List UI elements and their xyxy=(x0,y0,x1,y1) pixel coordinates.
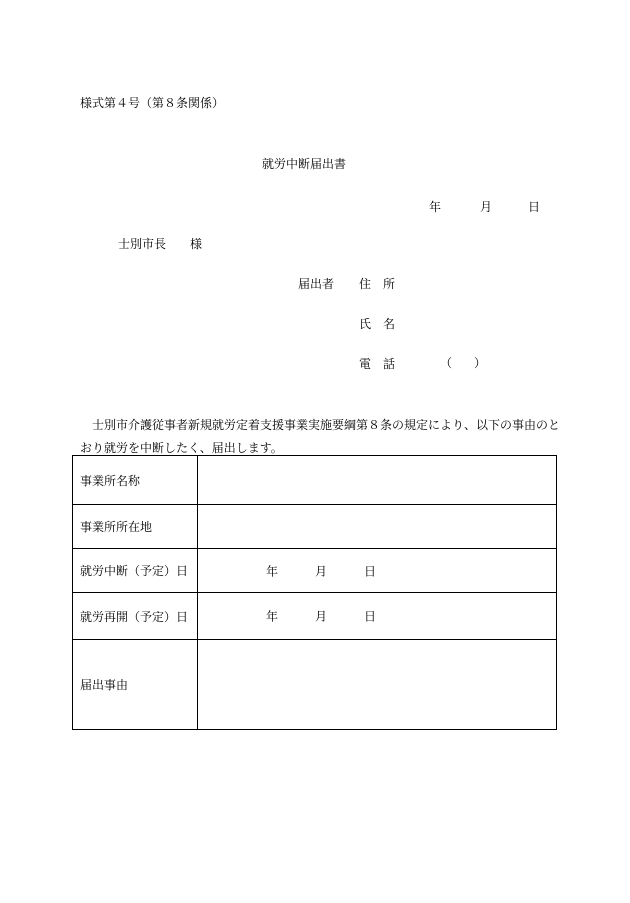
date-year-label: 年 xyxy=(429,200,442,214)
office-address-label: 事業所所在地 xyxy=(73,505,198,549)
phone-label: 電話 xyxy=(359,357,408,371)
addressee-honorific: 様 xyxy=(190,237,203,251)
name-label: 氏名 xyxy=(359,317,408,331)
document-title: 就労中断届出書 xyxy=(262,157,347,171)
resumption-year-label: 年 xyxy=(266,609,279,624)
table-row xyxy=(73,505,557,549)
notification-table xyxy=(72,455,557,730)
phone-area-code xyxy=(440,357,486,369)
resumption-date-label: 就労再開（予定）日 xyxy=(73,593,198,640)
table-row xyxy=(73,640,557,730)
table-row xyxy=(73,593,557,640)
address-label: 住所 xyxy=(359,277,408,291)
office-name-field[interactable] xyxy=(198,456,557,505)
office-name-label: 事業所名称 xyxy=(73,456,198,505)
suspension-year-label: 年 xyxy=(266,564,279,578)
date-month-label: 月 xyxy=(480,200,493,214)
resumption-date-field[interactable] xyxy=(198,593,557,640)
addressee-name: 士別市長 xyxy=(118,237,167,251)
notifier-label: 届出者 xyxy=(298,277,335,291)
date-day-label: 日 xyxy=(528,200,541,214)
suspension-date-label: 就労中断（予定）日 xyxy=(73,549,198,593)
table-row xyxy=(73,549,557,593)
resumption-month-label: 月 xyxy=(315,609,328,624)
phone-paren-close: ） xyxy=(474,356,487,370)
resumption-day-label: 日 xyxy=(364,609,377,624)
table-row xyxy=(73,456,557,505)
suspension-month-label: 月 xyxy=(315,564,328,578)
suspension-date-field[interactable] xyxy=(198,549,557,593)
phone-paren-open: （ xyxy=(440,356,453,370)
body-text: 士別市介護従事者新規就労定着支援事業実施要綱第８条の規定により、以下の事由のとおり就労を中断したく、届出します。 xyxy=(80,418,561,455)
reason-label: 届出事由 xyxy=(73,640,198,730)
office-address-field[interactable] xyxy=(198,505,557,549)
reason-field[interactable] xyxy=(198,640,557,730)
suspension-day-label: 日 xyxy=(364,564,377,578)
form-number: 様式第４号（第８条関係） xyxy=(80,96,225,110)
addressee xyxy=(118,238,202,250)
